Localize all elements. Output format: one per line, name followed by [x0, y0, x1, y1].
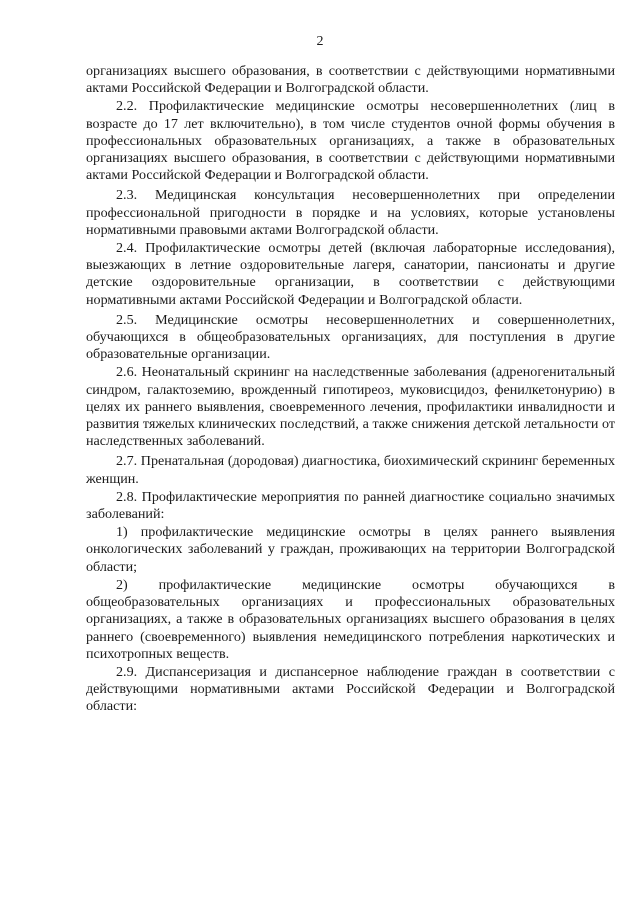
- paragraph-2-8-item-2: 2) профилактические медицинские осмотры обучающихся в общеобразовательных организациях и профессиональных образовательных организациях, а также в образовательных организациях высшего образования в целях раннего (своевременного) выявления немедицинского потребления наркотических и психотропных веществ.: [86, 576, 615, 662]
- paragraph-2-4: 2.4. Профилактические осмотры детей (включая лабораторные исследования), выезжающих в летние оздоровительные лагеря, санатории, пансионаты и другие детские оздоровительные организации, в соответствии с действующими нормативными актами Российской Федерации и Волгоградской области.: [86, 240, 615, 308]
- paragraph-2-2: 2.2. Профилактические медицинские осмотры несовершеннолетних (лиц в возрасте до 17 лет включительно), в том числе студентов очной формы обучения в профессиональных образовательных организациях, а также в образовательных организациях высшего образования, в соответствии с действующими нормативными актами Российской Федерации и Волгоградской области.: [86, 98, 615, 184]
- paragraph-continuation: организациях высшего образования, в соответствии с действующими нормативными актами Российской Федерации и Волгоградской области.: [86, 63, 615, 97]
- paragraph-2-9: 2.9. Диспансеризация и диспансерное наблюдение граждан в соответствии с действующими нормативными актами Российской Федерации и Волгоградской области:: [86, 663, 615, 715]
- paragraph-2-8-item-1: 1) профилактические медицинские осмотры в целях раннего выявления онкологических заболеваний у граждан, проживающих на территории Волгоградской области;: [86, 524, 615, 575]
- paragraph-2-3: 2.3. Медицинская консультация несовершеннолетних при определении профессиональной пригодности в порядке и на условиях, которые установлены нормативными правовыми актами Волгоградской области.: [86, 187, 615, 238]
- paragraph-2-7: 2.7. Пренатальная (дородовая) диагностика, биохимический скрининг беременных женщин.: [86, 453, 615, 487]
- paragraph-2-5: 2.5. Медицинские осмотры несовершеннолетних и совершеннолетних, обучающихся в общеобразовательных организациях, для поступления в другие образовательные организации.: [86, 311, 615, 363]
- page-number: 2: [316, 34, 324, 49]
- document-body: [86, 63, 615, 717]
- paragraph-2-6: 2.6. Неонатальный скрининг на наследственные заболевания (адреногенитальный синдром, галактоземию, врожденный гипотиреоз, муковисцидоз, фенилкетонурию) в целях их раннего выявления, своевременного лечения, профилактики инвалидности и развития тяжелых клинических последствий, а также снижения детской летальности от наследственных заболеваний.: [86, 364, 615, 450]
- paragraph-2-8: 2.8. Профилактические мероприятия по ранней диагностике социально значимых заболеваний:: [86, 488, 615, 523]
